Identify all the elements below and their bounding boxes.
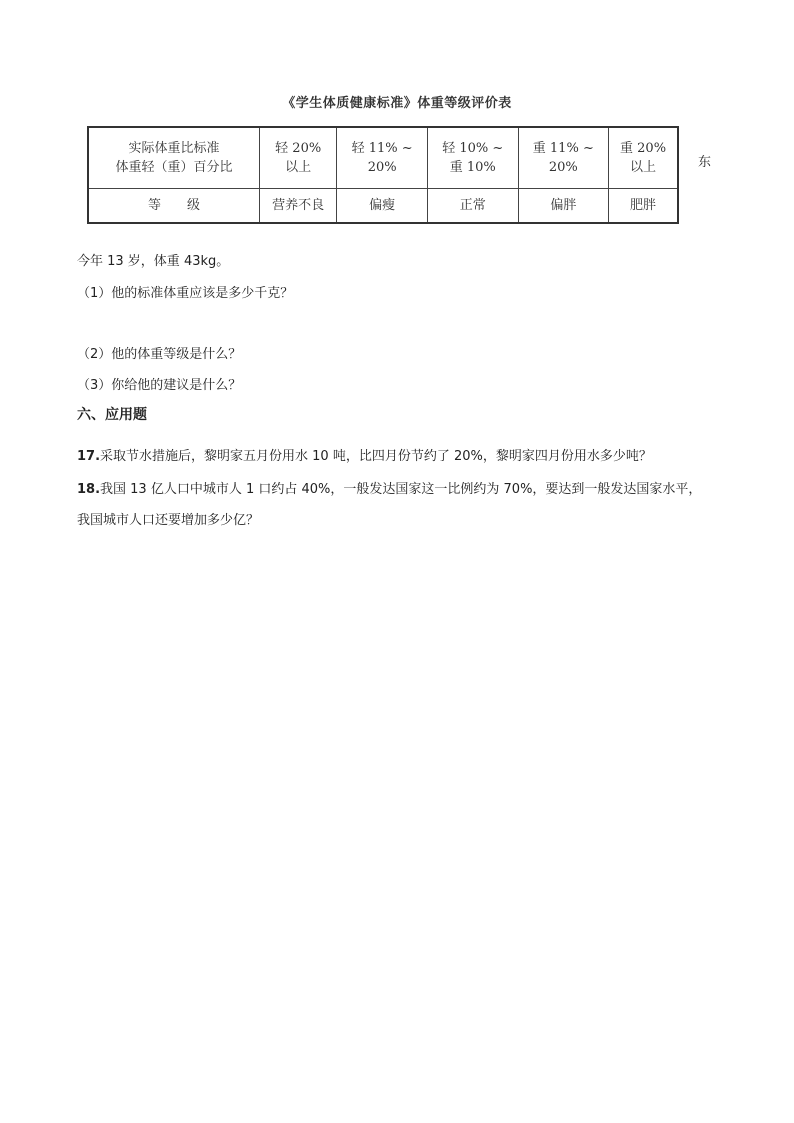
side-character: 东 bbox=[698, 155, 712, 170]
intro-text: 今年 13 岁，体重 43kg。 bbox=[77, 254, 230, 269]
table-row bbox=[88, 189, 678, 224]
cell-obese: 肥胖 bbox=[609, 189, 678, 224]
cell-overweight: 偏胖 bbox=[518, 189, 609, 224]
cell-heavy-11-20: 重 11% ~ 20% bbox=[518, 127, 609, 189]
problem-18-number: 18. bbox=[77, 482, 101, 497]
section-heading: 六、应用题 bbox=[77, 407, 147, 423]
problem-17 bbox=[77, 445, 652, 464]
problem-17-number: 17. bbox=[77, 449, 101, 464]
problem-18-text: 我国 13 亿人口中城市人 1 口约占 40%，一般发达国家这一比例约为 70%，要达到一般发达国家水平， bbox=[100, 482, 702, 497]
header-cell-percentage: 实际体重比标准 体重轻（重）百分比 bbox=[88, 127, 260, 189]
cell-heavy-20: 重 20% 以上 bbox=[609, 127, 678, 189]
table-title: 《学生体质健康标准》体重等级评价表 bbox=[282, 96, 512, 111]
problem-17-text: 采取节水措施后，黎明家五月份用水 10 吨，比四月份节约了 20%，黎明家四月份用水多少吨？ bbox=[100, 449, 652, 464]
question-1: （1）他的标准体重应该是多少千克？ bbox=[77, 286, 294, 301]
question-2: （2）他的体重等级是什么？ bbox=[77, 347, 242, 362]
cell-normal: 正常 bbox=[427, 189, 518, 224]
problem-18-continued: 我国城市人口还要增加多少亿？ bbox=[77, 513, 260, 528]
question-3: （3）你给他的建议是什么？ bbox=[77, 378, 242, 393]
problem-18 bbox=[77, 478, 701, 497]
cell-malnutrition: 营养不良 bbox=[260, 189, 337, 224]
table-row bbox=[88, 127, 678, 189]
cell-light-11-20: 轻 11% ~ 20% bbox=[337, 127, 428, 189]
header-cell-grade: 等 级 bbox=[88, 189, 260, 224]
weight-grade-table bbox=[87, 126, 679, 224]
cell-underweight: 偏瘦 bbox=[337, 189, 428, 224]
cell-normal-range: 轻 10% ~ 重 10% bbox=[427, 127, 518, 189]
cell-light-20: 轻 20% 以上 bbox=[260, 127, 337, 189]
